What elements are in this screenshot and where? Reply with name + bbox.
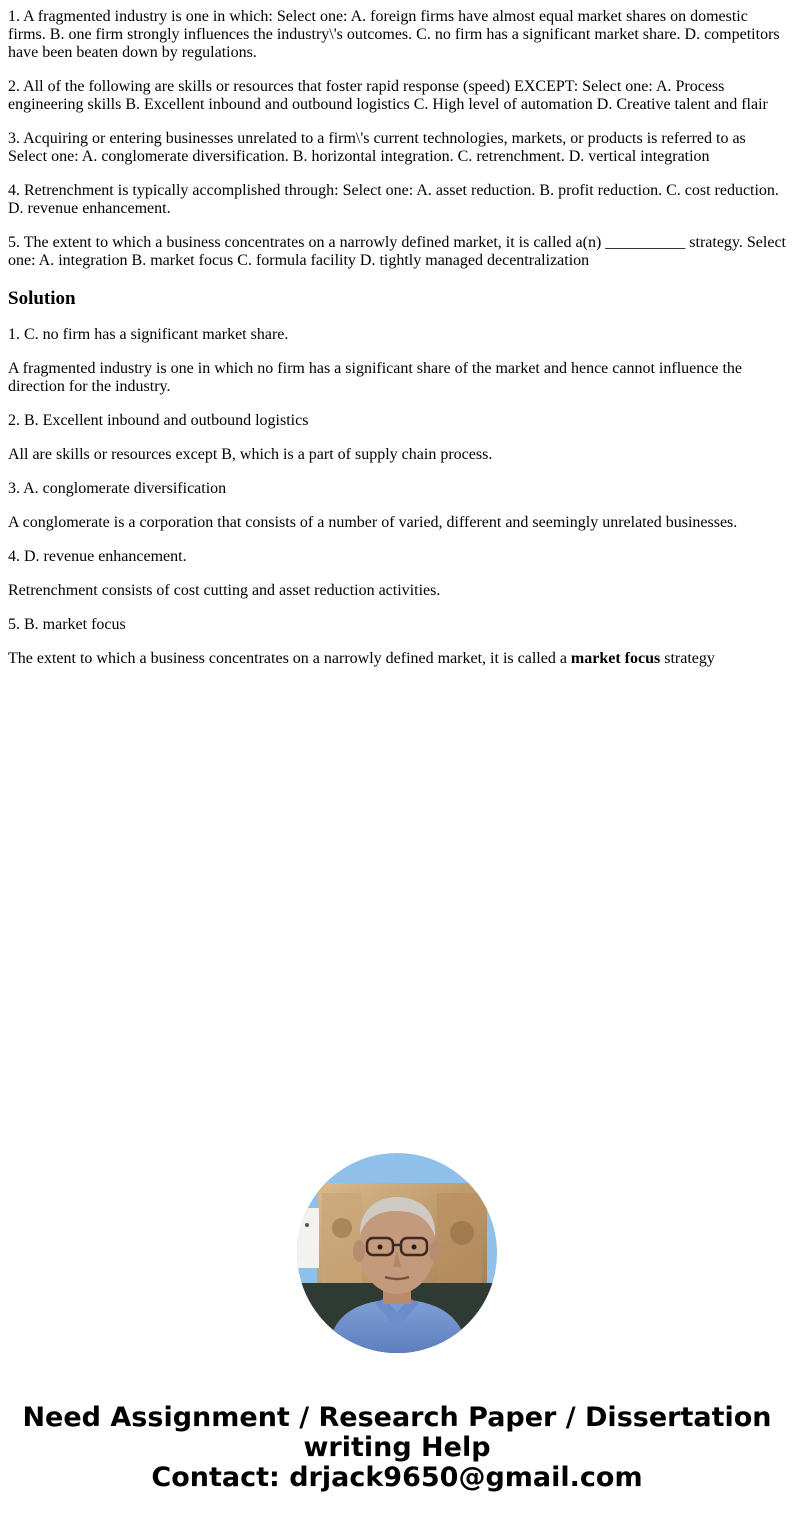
explanation-4: Retrenchment consists of cost cutting and asset reduction activities.: [8, 582, 441, 599]
explanation-5-bold: market focus: [570, 650, 661, 667]
footer-line-2: writing Help: [303, 1432, 491, 1463]
answer-2: 2. B. Excellent inbound and outbound logistics: [8, 412, 309, 429]
explanation-2: All are skills or resources except B, which is a part of supply chain process.: [8, 446, 493, 463]
solution-heading: Solution: [8, 288, 76, 309]
explanation-1: A fragmented industry is one in which no firm has a significant share of the market and hence cannot influence the direction for the industry.: [8, 360, 742, 395]
answer-4: 4. D. revenue enhancement.: [8, 548, 187, 565]
footer-contact-email: Contact: drjack9650@gmail.com: [151, 1462, 643, 1493]
answer-3: 3. A. conglomerate diversification: [8, 480, 227, 497]
explanation-5-after: strategy: [660, 650, 715, 667]
tutor-photo: [297, 1153, 497, 1353]
question-4: 4. Retrenchment is typically accomplished through: Select one: A. asset reduction. B. profit reduction. C. cost reduction. D. revenue enhancement.: [8, 182, 779, 217]
explanation-5: [8, 650, 788, 668]
answer-5: 5. B. market focus: [8, 616, 126, 633]
explanation-3: A conglomerate is a corporation that consists of a number of varied, different and seemingly unrelated businesses.: [8, 514, 738, 531]
footer-line-1: Need Assignment / Research Paper / Dissertation: [22, 1402, 772, 1433]
tutor-photo-illustration: [297, 1153, 497, 1353]
question-2: 2. All of the following are skills or resources that foster rapid response (speed) EXCEPT: Select one: A. Process engineering skills B. Excellent inbound and outbound logistics C. High level of automation D. Creative talent and flair: [8, 78, 768, 113]
document-body: [8, 8, 788, 684]
answer-1: 1. C. no firm has a significant market share.: [8, 326, 289, 343]
question-1: 1. A fragmented industry is one in which: Select one: A. foreign firms have almost equal market shares on domestic firms. B. one firm strongly influences the industry\'s outcomes. C. no firm has a significant market share. D. competitors have been beaten down by regulations.: [8, 8, 780, 61]
question-5: 5. The extent to which a business concentrates on a narrowly defined market, it is called a(n) __________ strategy. Select one: A. integration B. market focus C. formula facility D. tightly managed decentralization: [8, 234, 786, 269]
contact-footer: [0, 1403, 794, 1493]
explanation-5-before: The extent to which a business concentrates on a narrowly defined market, it is called a: [8, 650, 571, 667]
question-3: 3. Acquiring or entering businesses unrelated to a firm\'s current technologies, markets, or products is referred to as Select one: A. conglomerate diversification. B. horizontal integration. C. retrenchment. D. vertical integration: [8, 130, 746, 165]
